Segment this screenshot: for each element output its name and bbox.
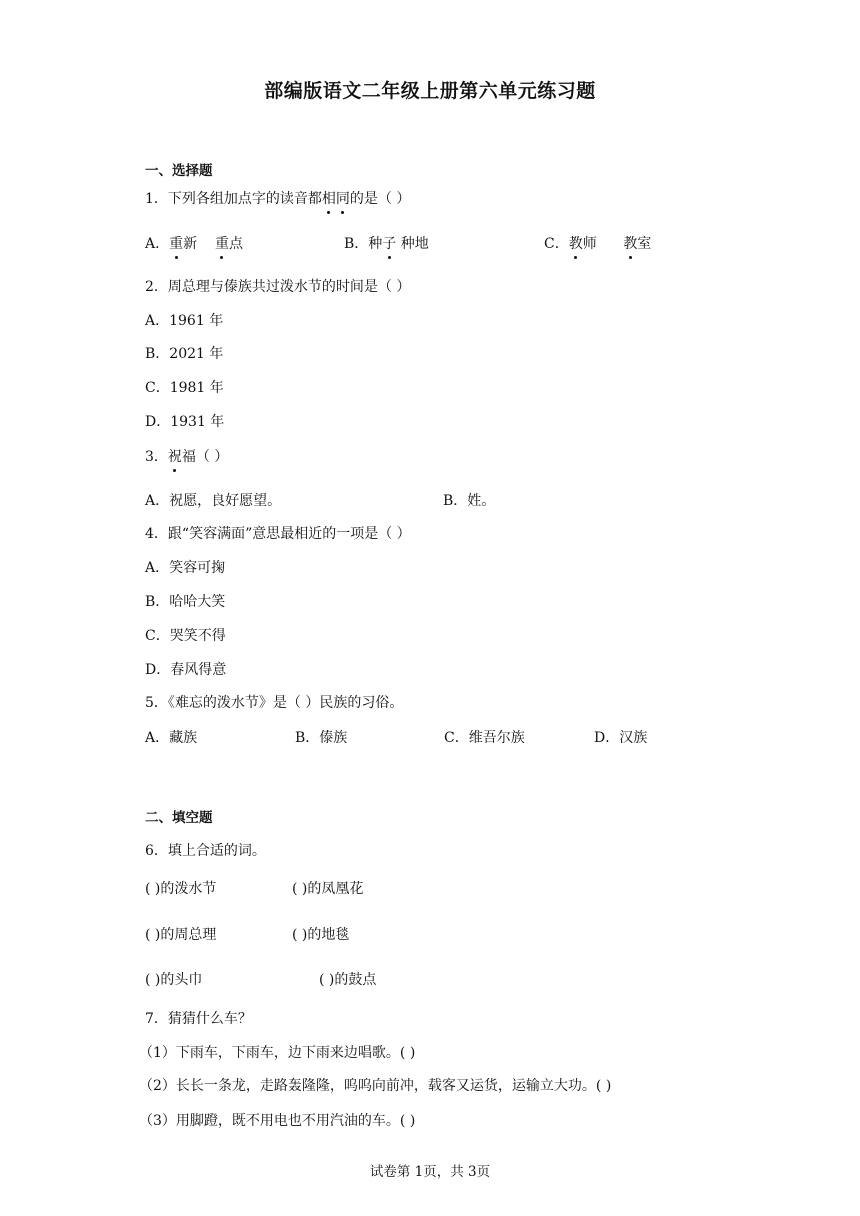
fill-blank-item: ( )的头巾 [145, 972, 203, 988]
page-title: 部编版语文二年级上册第六单元练习题 [264, 80, 596, 102]
question-2-option: A．1961 年 [145, 313, 224, 329]
question-3-option-a: A．祝愿，良好愿望。 [145, 493, 282, 509]
question-3-stem: 3．祝福（ ） [145, 446, 228, 466]
question-5-option: A．藏族 [145, 730, 198, 746]
riddle-item: （1）下雨车，下雨车，边下雨来边唱歌。( ) [139, 1045, 416, 1061]
question-5-option: B．傣族 [295, 730, 348, 746]
question-2-stem: 2．周总理与傣族共过泼水节的时间是（ ） [145, 279, 411, 295]
question-4-stem: 4．跟“笑容满面”意思最相近的一项是（ ） [145, 526, 411, 542]
question-3-option-b: B．姓。 [443, 493, 496, 509]
question-2-option: B．2021 年 [145, 346, 224, 362]
question-5-stem: 5．《难忘的泼水节》是（ ）民族的习俗。 [145, 695, 404, 711]
riddle-item: （2）长长一条龙，走路轰隆隆，呜呜向前冲，载客又运货，运输立大功。( ) [139, 1078, 612, 1094]
dotted-char: 教 [569, 233, 583, 253]
question-4-option: B．哈哈大笑 [145, 594, 226, 610]
dotted-char: 子 [382, 233, 396, 253]
question-4-option: D．春风得意 [145, 662, 227, 678]
question-5-option: D．汉族 [594, 730, 648, 746]
question-4-option: C．哭笑不得 [145, 628, 226, 644]
dotted-char: 祝 [168, 446, 182, 466]
question-2-option: D．1931 年 [145, 414, 225, 430]
fill-blank-item: ( )的鼓点 [319, 972, 377, 988]
riddle-item: （3）用脚蹬，既不用电也不用汽油的车。( ) [139, 1113, 416, 1129]
question-4-option: A．笑容可掬 [145, 560, 226, 576]
question-7-stem: 7．猜猜什么车？ [145, 1011, 252, 1027]
question-1-stem: 1．下列各组加点字的读音都相同的是（ ） [145, 188, 410, 208]
question-1-option-a: A．重新 重点 [145, 233, 243, 253]
question-1-option-c: C．教师 教室 [544, 233, 651, 253]
question-1-option-b: B．种子 种地 [344, 233, 429, 253]
fill-blank-item: ( )的泼水节 [145, 881, 217, 897]
question-2-option: C．1981 年 [145, 380, 224, 396]
dotted-char: 重 [169, 233, 183, 253]
page-footer: 试卷第 1页，共 3页 [369, 1164, 491, 1180]
fill-blank-item: ( )的地毯 [292, 927, 350, 943]
section-heading-fill: 二、填空题 [145, 810, 213, 826]
section-heading-choice: 一、选择题 [145, 163, 213, 179]
question-6-stem: 6．填上合适的词。 [145, 843, 266, 859]
dotted-char: 同 [336, 188, 350, 208]
dotted-char: 相 [322, 188, 336, 208]
fill-blank-item: ( )的凤凰花 [292, 881, 364, 897]
fill-blank-item: ( )的周总理 [145, 927, 217, 943]
question-5-option: C．维吾尔族 [444, 730, 525, 746]
dotted-char: 教 [623, 233, 637, 253]
dotted-char: 重 [215, 233, 229, 253]
